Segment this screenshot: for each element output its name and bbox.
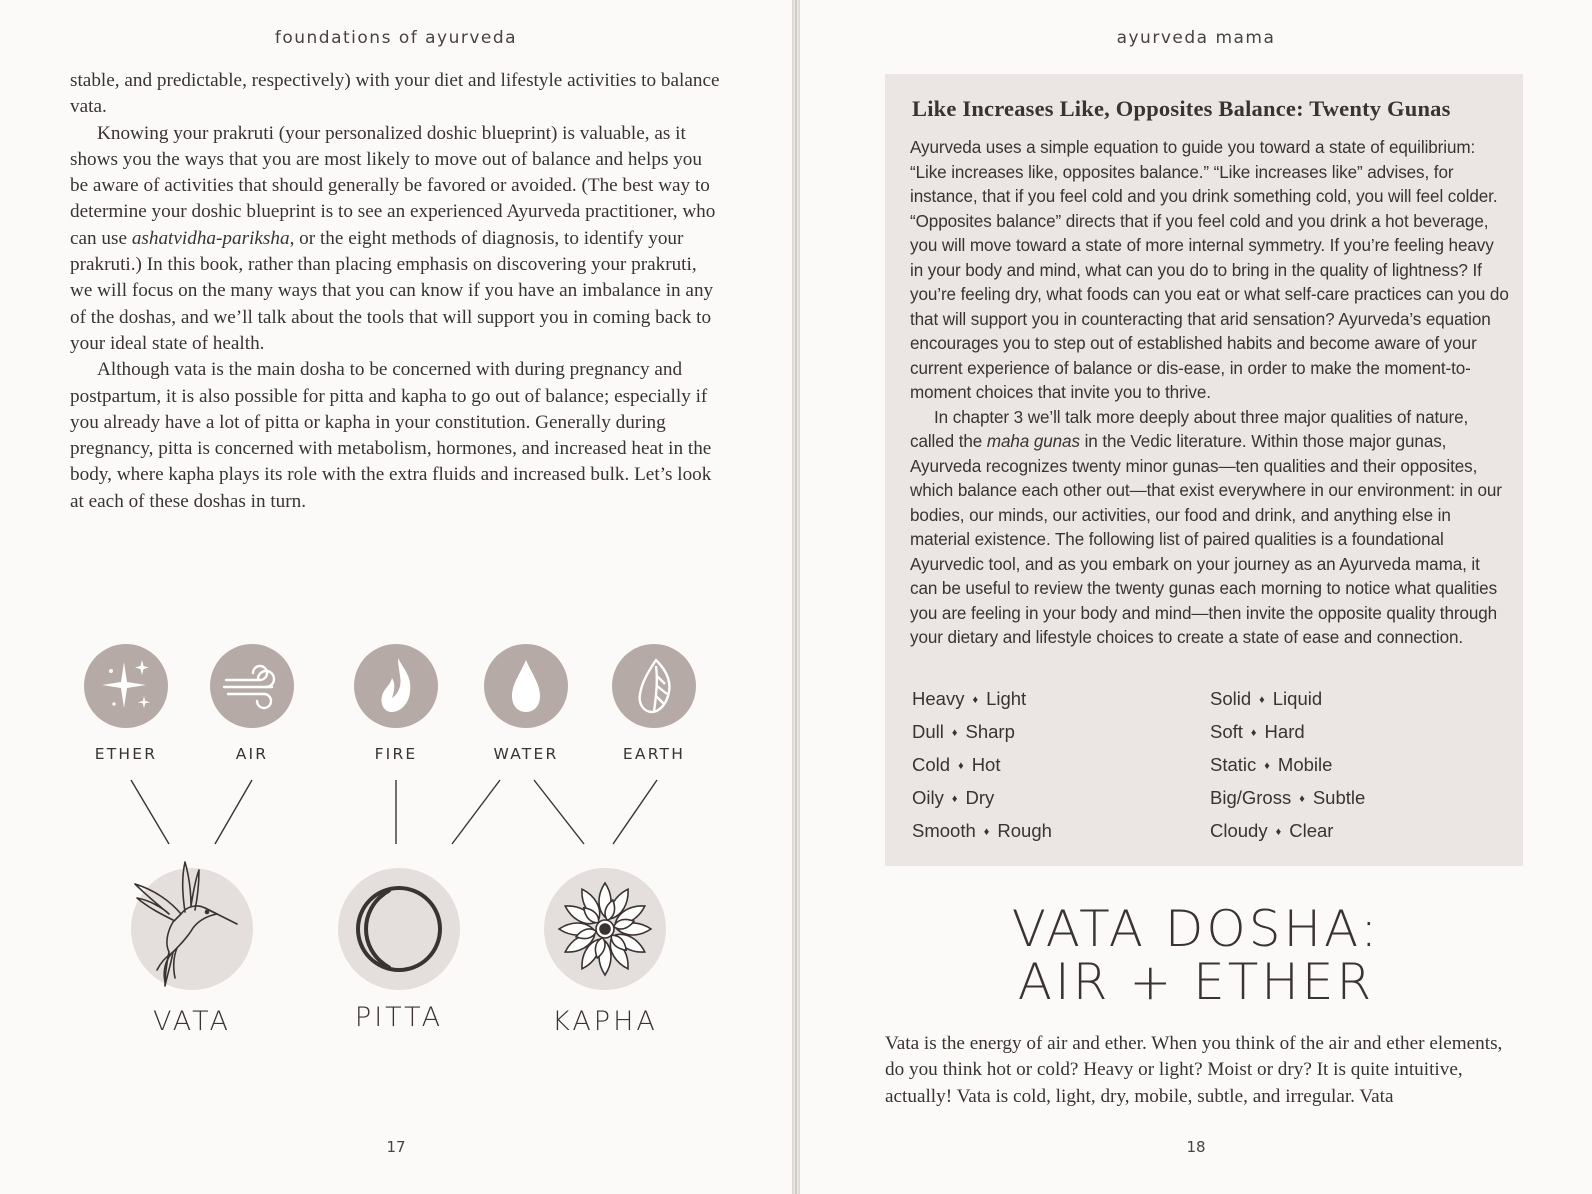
element-label: AIR	[235, 745, 269, 763]
lotus-flower-icon	[544, 868, 666, 990]
diamond-icon: ♦	[983, 826, 990, 838]
diamond-icon: ♦	[1259, 694, 1265, 706]
book-gutter	[792, 0, 800, 1194]
text-run: In chapter 3 we’ll talk more deeply about three major qualities of nature, called the	[910, 407, 1469, 451]
diamond-icon: ♦	[958, 760, 964, 772]
ether-vata-line	[131, 780, 169, 844]
guna-pair: Cloudy ♦ Clear	[1210, 820, 1334, 841]
element-label: ETHER	[94, 745, 158, 763]
italic-term: ashatvidha-pariksha	[131, 227, 290, 249]
dosha-label: KAPHA	[552, 1006, 658, 1037]
text-run: Knowing your prakruti (your personalized doshic blueprint) is valuable, as it shows you the ways that you are most likely to move out of balance and helps you be aware of activities that should generally be favored or avoided. (The best way to determine your doshic blueprint is to see an experienced Ayurveda practitioner, who can use	[70, 122, 716, 249]
running-head: foundations of ayurveda	[274, 28, 518, 48]
guna-pair: Oily ♦ Dry	[912, 787, 995, 808]
running-head: ayurveda mama	[1116, 28, 1276, 48]
water-pitta-line	[452, 780, 500, 844]
pitta-dosha	[338, 868, 460, 990]
air-vata-line	[215, 780, 252, 844]
earth-kapha-line	[613, 780, 657, 844]
left-page	[0, 0, 792, 1194]
page-number: 17	[386, 1138, 406, 1156]
text-run: , or the eight methods of diagnosis, to identify your prakruti.) In this book, rather than placing emphasis on discovering your prakruti, we will focus on the many ways that you can know if you have an imbalance in any of the doshas, and we’ll talk about the tools that will support you in coming back to your ideal state of health.	[70, 227, 714, 354]
paragraph	[910, 406, 1510, 651]
dosha-label: VATA	[153, 1006, 231, 1037]
guna-pair: Cold ♦ Hot	[912, 754, 1001, 775]
paragraph: Ayurveda uses a simple equation to guide you toward a state of equilibrium: “Like increases like, opposites balance.” “Like increases like” advises, for instance, that if you feel cold and you drink something cold, you will feel colder. “Opposites balance” directs that if you feel cold and you drink a hot beverage, you will move toward a state of more internal symmetry. If you’re feeling heavy in your body and mind, what can you do to bring in the quality of lightness? If you’re feeling dry, what foods can you eat or what self-care practices can you do that will support you in counteracting that arid sensation? Ayurveda’s equation encourages you to step out of established habits and become aware of your current experience of balance or dis-ease, in order to make the moment-to-moment choices that invite you to thrive.	[910, 138, 1509, 402]
element-label: WATER	[493, 745, 559, 763]
guna-pair: Static ♦ Mobile	[1210, 754, 1333, 775]
diamond-icon: ♦	[1275, 826, 1282, 838]
diamond-icon: ♦	[1250, 727, 1257, 739]
section-heading: VATA DOSHA:	[1011, 900, 1381, 958]
element-label: FIRE	[374, 745, 418, 763]
water-kapha-line	[534, 780, 584, 844]
crescent-moon-icon	[338, 868, 460, 990]
page-number: 18	[1186, 1138, 1206, 1156]
paragraph: Although vata is the main dosha to be concerned with during pregnancy and postpartum, it is also possible for pitta and kapha to go out of balance; especially if you already have a lot of pitta or kapha in your constitution. Generally during pregnancy, pitta is concerned with metabolism, hormones, and increased heat in the body, where kapha plays its role with the extra fluids and increased bulk. Let’s look at each of these doshas in turn.	[70, 359, 712, 512]
guna-pair: Dull ♦ Sharp	[912, 721, 1015, 742]
italic-term: maha gunas	[986, 432, 1080, 451]
vata-dosha	[131, 868, 253, 990]
diamond-icon: ♦	[1264, 760, 1270, 772]
diamond-icon: ♦	[1299, 793, 1305, 805]
sidebar-title: Like Increases Like, Opposites Balance: Twenty Gunas	[912, 96, 1451, 121]
section-heading: AIR + ETHER	[1017, 953, 1375, 1011]
diamond-icon: ♦	[972, 694, 979, 706]
body-text: Vata is the energy of air and ether. When you think of the air and ether elements, do you think hot or cold? Heavy or light? Moist or dry? It is quite intuitive, actually! Vata is cold, light, dry, mobile, subtle, and irregular. Vata	[885, 1033, 1503, 1107]
guna-pair: Heavy ♦ Light	[912, 688, 1027, 709]
sidebar-body	[910, 136, 1510, 651]
hummingbird-icon	[121, 854, 243, 976]
guna-pair: Soft ♦ Hard	[1210, 721, 1305, 742]
guna-pair: Smooth ♦ Rough	[912, 820, 1052, 841]
text-run: in the Vedic literature. Within those major gunas, Ayurveda recognizes twenty minor gunas—ten qualities and their opposites, which balance each other out—that exist everywhere in our environment: in our bodies, our minds, our activities, our food and drink, and anything else in material existence. The following list of paired qualities is a foundational Ayurvedic tool, and as you embark on your journey as an Ayurveda mama, it can be useful to review the twenty gunas each morning to notice what qualities you are feeling in your body and mind—then invite the opposite quality through your dietary and lifestyle choices to create a state of ease and connection.	[910, 432, 1502, 647]
right-page	[800, 0, 1592, 1194]
gunas-sidebar-box	[885, 74, 1523, 866]
guna-pair: Solid ♦ Liquid	[1210, 688, 1323, 709]
kapha-dosha	[544, 868, 666, 990]
dosha-label: PITTA	[354, 1002, 444, 1033]
paragraph: stable, and predictable, respectively) with your diet and lifestyle activities to balance vata.	[70, 70, 720, 118]
guna-pair: Big/Gross ♦ Subtle	[1210, 787, 1366, 808]
diamond-icon: ♦	[951, 793, 958, 805]
element-label: EARTH	[622, 745, 686, 763]
diamond-icon: ♦	[951, 727, 958, 739]
